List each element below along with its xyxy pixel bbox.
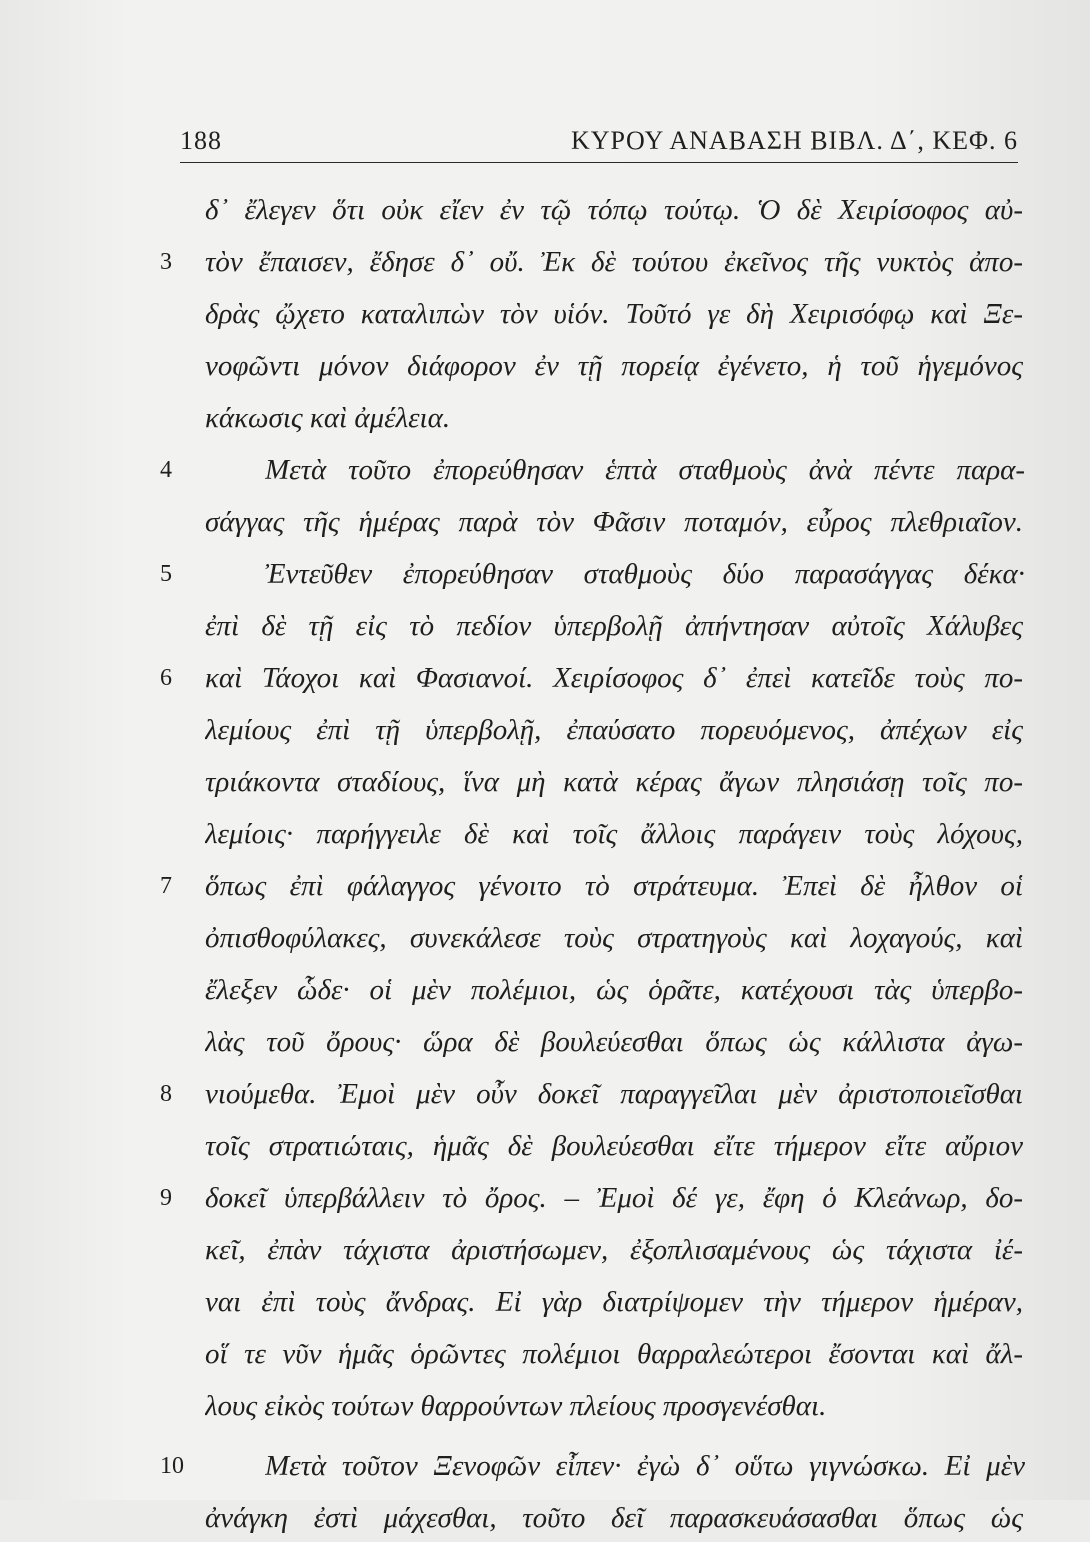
text-line: τὸν ἔπαισεν, ἔδησε δ᾽ οὔ. Ἐκ δὲ τούτου ἐκεῖνος τῆς νυκτὸς ἀπο- bbox=[205, 246, 1023, 278]
text-line: ναι ἐπὶ τοὺς ἄνδρας. Εἰ γὰρ διατρίψομεν τὴν τήμερον ἡμέραν, bbox=[205, 1286, 1023, 1318]
running-title: ΚΥΡΟΥ ΑΝΑΒΑΣΗ ΒΙΒΛ. Δ΄, ΚΕΦ. 6 bbox=[570, 126, 1018, 155]
text-line: νοφῶντι μόνον διάφορον ἐν τῇ πορείᾳ ἐγένετο, ἡ τοῦ ἡγεμόνος bbox=[205, 350, 1023, 382]
text-line: οἵ τε νῦν ἡμᾶς ὁρῶντες πολέμιοι θαρραλεώτεροι ἔσονται καὶ ἄλ- bbox=[205, 1338, 1023, 1370]
text-line: καὶ Τάοχοι καὶ Φασιανοί. Χειρίσοφος δ᾽ ἐπεὶ κατεῖδε τοὺς πο- bbox=[205, 662, 1023, 694]
section-number: 6 bbox=[160, 665, 172, 691]
text-line: λεμίοις· παρήγγειλε δὲ καὶ τοῖς ἄλλοις παράγειν τοὺς λόχους, bbox=[205, 818, 1023, 850]
text-line: ὀπισθοφύλακες, συνεκάλεσε τοὺς στρατηγοὺς καὶ λοχαγούς, καὶ bbox=[205, 922, 1023, 954]
text-line: λεμίους ἐπὶ τῇ ὑπερβολῇ, ἐπαύσατο πορευόμενος, ἀπέχων εἰς bbox=[205, 714, 1023, 746]
section-number: 3 bbox=[160, 249, 172, 275]
text-line: ἔλεξεν ὧδε· οἱ μὲν πολέμιοι, ὡς ὁρᾶτε, κατέχουσι τὰς ὑπερβο- bbox=[205, 974, 1023, 1006]
text-line: λὰς τοῦ ὄρους· ὥρα δὲ βουλεύεσθαι ὅπως ὡς κάλλιστα ἀγω- bbox=[205, 1026, 1023, 1058]
text-line: σάγγας τῆς ἡμέρας παρὰ τὸν Φᾶσιν ποταμόν, εὖρος πλεθριαῖον. bbox=[205, 506, 1023, 538]
text-line: δ᾽ ἔλεγεν ὅτι οὐκ εἴεν ἐν τῷ τόπῳ τούτῳ. Ὁ δὲ Χειρίσοφος αὐ- bbox=[205, 194, 1023, 226]
text-line: ἐπὶ δὲ τῇ εἰς τὸ πεδίον ὑπερβολῇ ἀπήντησαν αὐτοῖς Χάλυβες bbox=[205, 610, 1023, 642]
section-number: 10 bbox=[160, 1453, 184, 1479]
text-line: Ἐντεῦθεν ἐπορεύθησαν σταθμοὺς δύο παρασάγγας δέκα· bbox=[265, 558, 1025, 590]
text-line: ἀνάγκη ἐστὶ μάχεσθαι, τοῦτο δεῖ παρασκευάσασθαι ὅπως ὡς bbox=[205, 1502, 1023, 1534]
text-line: Μετὰ τοῦτο ἐπορεύθησαν ἑπτὰ σταθμοὺς ἀνὰ πέντε παρα- bbox=[265, 454, 1025, 486]
text-line: κεῖ, ἐπὰν τάχιστα ἀριστήσωμεν, ἐξοπλισαμένους ὡς τάχιστα ἰέ- bbox=[205, 1234, 1023, 1266]
section-number: 9 bbox=[160, 1185, 172, 1211]
text-line: νιούμεθα. Ἐμοὶ μὲν οὖν δοκεῖ παραγγεῖλαι μὲν ἀριστοποιεῖσθαι bbox=[205, 1078, 1023, 1110]
page-number: 188 bbox=[180, 126, 222, 155]
section-number: 7 bbox=[160, 873, 172, 899]
text-line: ὅπως ἐπὶ φάλαγγος γένοιτο τὸ στράτευμα. Ἐπεὶ δὲ ἦλθον οἱ bbox=[205, 870, 1023, 902]
text-line: τοῖς στρατιώταις, ἡμᾶς δὲ βουλεύεσθαι εἴτε τήμερον εἴτε αὔριον bbox=[205, 1130, 1023, 1162]
text-line: δοκεῖ ὑπερβάλλειν τὸ ὄρος. – Ἐμοὶ δέ γε, ἔφη ὁ Κλεάνωρ, δο- bbox=[205, 1182, 1023, 1214]
text-line: λους εἰκὸς τούτων θαρρούντων πλείους προσγενέσθαι. bbox=[205, 1390, 827, 1422]
section-number: 4 bbox=[160, 457, 172, 483]
text-line: τριάκοντα σταδίους, ἵνα μὴ κατὰ κέρας ἄγων πλησιάσῃ τοῖς πο- bbox=[205, 766, 1023, 798]
header-rule bbox=[180, 162, 1018, 163]
text-line: κάκωσις καὶ ἀμέλεια. bbox=[205, 402, 451, 434]
text-line: δρὰς ᾤχετο καταλιπὼν τὸν υἱόν. Τοῦτό γε δὴ Χειρισόφῳ καὶ Ξε- bbox=[205, 298, 1023, 330]
running-header bbox=[180, 126, 1018, 162]
section-number: 5 bbox=[160, 561, 172, 587]
section-number: 8 bbox=[160, 1081, 172, 1107]
text-line: Μετὰ τοῦτον Ξενοφῶν εἶπεν· ἐγὼ δ᾽ οὕτω γιγνώσκω. Εἰ μὲν bbox=[265, 1450, 1025, 1482]
